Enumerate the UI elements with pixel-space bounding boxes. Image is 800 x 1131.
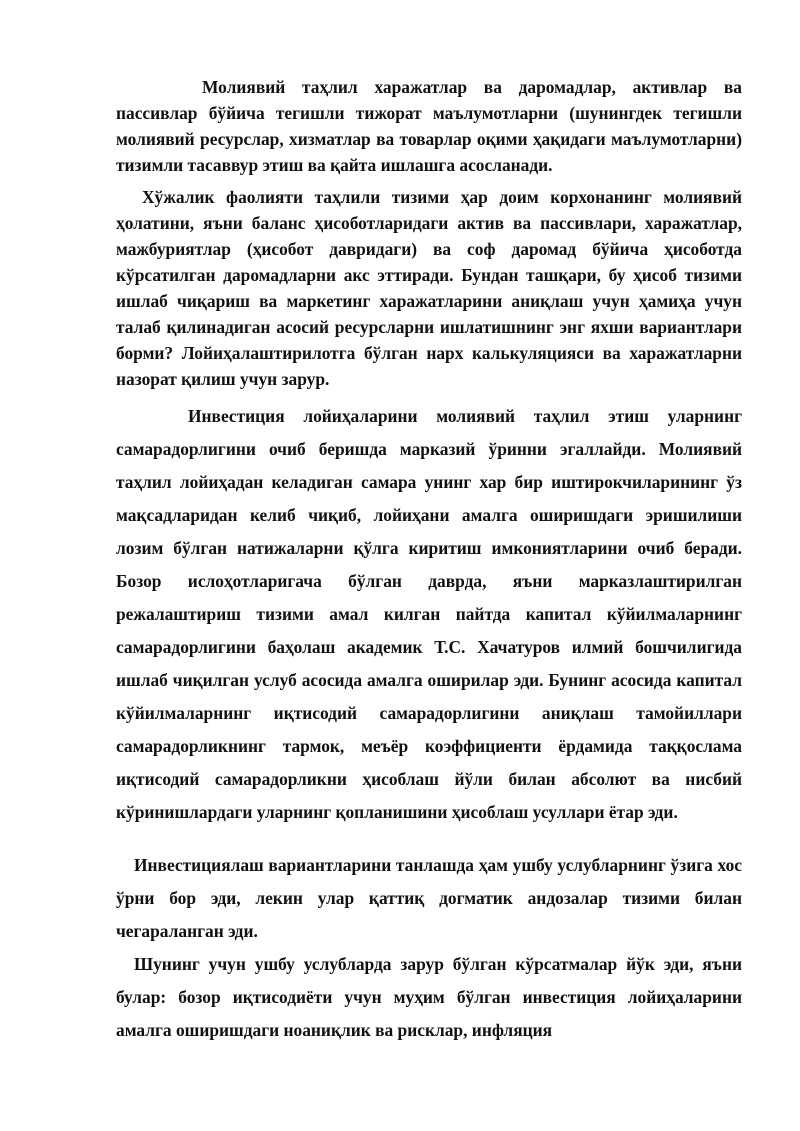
paragraph-methods-shortcomings: Шунинг учун ушбу услубларда зарур бўлган кўрсатмалар йўк эди, яъни булар: бозор иқтисодиёти учун муҳим бўлган инвестиция лойиҳаларини амалга оширишдаги ноаниқлик ва рисклар, инфляция — [116, 954, 742, 1040]
paragraph-economic-activity-analysis: Хўжалик фаолияти таҳлили тизими ҳар доим корхонанинг молиявий ҳолатини, яъни баланс ҳисоботларидаги актив ва пассивлари, харажатлар, мажбуриятлар (ҳисобот давридаги) ва соф даромад бўйича ҳисоботда кўрсатилган даромадларни акс эттиради. Бундан ташқари, бу ҳисоб тизими ишлаб чиқариш ва маркетинг харажатларини аниқлаш учун ҳамиҳа учун талаб қилинадиган асосий ресурсларни ишлатишнинг энг яхши вариантлари борми? Лойиҳалаштирилотга бўлган нарх калькуляцияси ва харажатларни назорат қилиш учун зарур. — [116, 187, 742, 389]
paragraph-financial-analysis: Молиявий таҳлил харажатлар ва даромадлар, активлар ва пассивлар бўйича тегишли тижорат маълумотларни (шунингдек тегишли молиявий ресурслар, хизматлар ва товарлар оқими ҳақидаги маълумотларни) тизимли тасаввур этиш ва қайта ишлашга асосланади. — [116, 77, 742, 175]
paragraph-investment-projects: Инвестиция лойиҳаларини молиявий таҳлил этиш уларнинг самарадорлигини очиб беришда марказий ўринни эгаллайди. Молиявий таҳлил лойиҳадан келадиган самара унинг хар бир иштирокчиларининг ўз мақсадларидан келиб чиқиб, лойиҳани амалга оширишдаги эришилиши лозим бўлган натижаларни қўлга киритиш имкониятларини очиб беради. Бозор ислоҳотларигача бўлган даврда, яъни марказлаштирилган режалаштириш тизими амал килган пайтда капитал кўйилмаларнинг самарадорлигини баҳолаш академик Т.С. Хачатуров илмий бошчилигида ишлаб чиқилган услуб асосида амалга оширилар эди. Бунинг асосида капитал кўйилмаларнинг иқтисодий самарадорлигини аниқлаш тамойиллари самарадорликнинг тармок, меъёр коэффициенти ёрдамида таққослама иқтисодий самарадорликни ҳисоблаш йўли билан абсолют ва нисбий кўринишлардаги уларнинг қопланишини ҳисоблаш усуллари ётар эди. — [116, 406, 742, 822]
paragraph-investment-options: Инвестициялаш вариантларини танлашда ҳам ушбу услубларнинг ўзига хос ўрни бор эди, лекин улар қаттиқ догматик андозалар тизими билан чегараланган эди. — [116, 855, 742, 941]
